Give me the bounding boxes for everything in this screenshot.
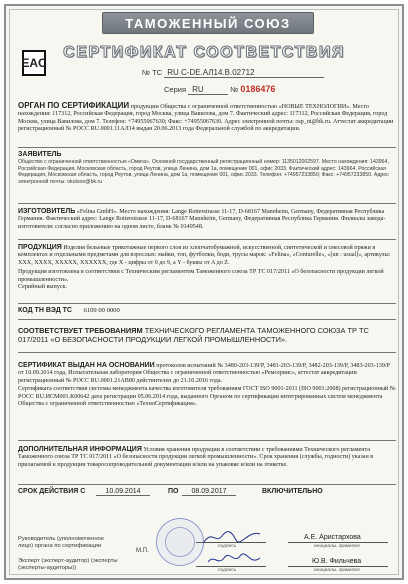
customs-union-banner: ТАМОЖЕННЫЙ СОЮЗ xyxy=(102,12,314,34)
expert-name: Ю.В. Фильчева xyxy=(312,558,362,565)
expert-name-line xyxy=(288,566,388,567)
manufacturer-text: «Felina GmbH». Место нахождения: Lange Rotterstrasse 11-17, D-68167 Mannheim, Germany, Федеративная Республика Германия. Фактический адрес: Lange Rotterstrasse 11-17, D-68167 Mannheim, Germany, Федеративная Республика Германия. Филиалы завода-изготовителя: согласно приложению на одном листе, бланк № 0149548. xyxy=(18,209,386,230)
applicant-text: Общество с ограниченной ответственностью «Омега». Основной государственный регистрационный номер: 1135012002597. Место нахождения: 143964, Российская Федерация, Московская область, город Реутов, улица Ленина, дом 1а, помещение 001, офис 2033. Фактический адрес: 143964, Российская Федерация, Московская область, город Реутов, улица Ленина, дом 1а, помещение 001, офис 2033. Телефон: +74957233850; Факс: +74957233850. Адрес электронной почты: okutsoo@bk.ru xyxy=(18,159,389,185)
tnved-value: 6109 00 0000 xyxy=(83,307,120,314)
divider xyxy=(18,147,396,148)
certification-body-section xyxy=(18,102,396,134)
validity-inclusive: ВКЛЮЧИТЕЛЬНО xyxy=(262,488,323,495)
head-signature-caption: подпись xyxy=(218,544,237,549)
standard-section xyxy=(18,326,396,344)
manufacturer-section xyxy=(18,208,396,231)
divider xyxy=(18,484,396,485)
manufacturer-label: ИЗГОТОВИТЕЛЬ xyxy=(18,208,76,215)
extra-info-section xyxy=(18,446,396,469)
divider xyxy=(18,239,396,240)
divider xyxy=(18,203,396,204)
divider xyxy=(18,319,396,320)
series-value: RU xyxy=(188,85,228,95)
expert-name-caption: инициалы, фамилия xyxy=(314,568,360,573)
validity-from-label: СРОК ДЕЙСТВИЯ С xyxy=(18,488,86,495)
signature-block xyxy=(18,514,396,578)
head-signatory-label: Руководитель (уполномоченное лицо) органа по сертификации xyxy=(18,536,105,549)
series-label: Серия xyxy=(164,85,187,94)
product-label: ПРОДУКЦИЯ xyxy=(18,244,62,251)
head-name-caption: инициалы, фамилия xyxy=(314,544,360,549)
seal-mark: М.П. xyxy=(136,548,149,554)
divider xyxy=(18,440,396,441)
validity-from-date: 10.09.2014 xyxy=(96,488,150,496)
standard-text: ТЕХНИЧЕСКОГО РЕГЛАМЕНТА ТАМОЖЕННОГО СОЮЗА ТР ТС 017/2011 «О БЕЗОПАСНОСТИ ПРОДУКЦИИ ЛЕГКОЙ ПРОМЫШЛЕННОСТИ». xyxy=(18,326,369,344)
certification-body-text: продукции Общества с ограниченной ответственностью «НОВЫЕ ТЕХНОЛОГИИ». Место нахождения: 117312, Российская Федерация, город Москва, улица Вавилова, дом 7. Фактический адрес: 117312, Российская Федерация, город Москва, улица Вавилова, дом 7. Телефон: +74955067630; Факс: +74955067630. Адрес электронной почты: osp_nt@bk.ru. Аттестат аккредитации регистрационный № РОСС RU.0001.11АЛ14 выдан 20.06.2013 года Федеральной службой по аккредитации. xyxy=(18,104,394,133)
expert-signature-scribble xyxy=(206,552,262,568)
basis-text: протоколов испытаний № 3480-203-139/Р, 3481-203-139/Р, 3482-203-139/Р, 3483-203-139/Р от 10.09.2014 года, Испытательная лаборатория Общества с ограниченной ответственностью «Ремсервис», аттестат аккредитации регистрационный № РОСС RU.0001.21АВ80 действителен до 21.10.2016 года. xyxy=(18,363,390,384)
standard-label: СООТВЕТСТВУЕТ ТРЕБОВАНИЯМ xyxy=(18,326,143,335)
basis-label: СЕРТИФИКАТ ВЫДАН НА ОСНОВАНИИ xyxy=(18,362,155,369)
cert-number-line xyxy=(142,68,324,78)
official-seal-stamp xyxy=(156,518,204,566)
cert-number-value: RU C-DE.АЛ14.В.02712 xyxy=(164,68,324,78)
divider xyxy=(18,352,396,353)
head-signatory-name: А.Е. Аристархова xyxy=(304,534,361,541)
certificate-title: СЕРТИФИКАТ СООТВЕТСТВИЯ xyxy=(63,44,345,61)
tnved-section xyxy=(18,307,396,315)
basis-text-qms: Сертификата соответствия системы менеджмента качества изготовителя требованиям ГОСТ ISO 9001-2011 (ISO 9001:2008) регистрационный № РОСС RU.ИСМ001.К00642 дата регистрации 05.06.2014 года, выданного Органом по сертификации интегрированных систем менеджмента Общества с ограниченной ответственностью «ТехноСертификация». xyxy=(18,386,396,408)
certificate-sheet xyxy=(4,4,404,580)
tnved-label: КОД ТН ВЭД ТС xyxy=(18,307,72,314)
cert-number-label: № ТС xyxy=(142,68,163,77)
divider xyxy=(18,303,396,304)
series-line xyxy=(164,84,275,95)
product-text-serial: Серийный выпуск. xyxy=(18,284,68,291)
validity-to-label: ПО xyxy=(168,488,179,495)
certification-body-label: ОРГАН ПО СЕРТИФИКАЦИИ xyxy=(18,101,130,110)
head-name-line xyxy=(288,542,388,543)
product-text: Изделия бельевые трикотажные первого слоя из хлопчатобумажной, искусственной, синтетической и смесовой пряжи в комплектах и отдельными предметами для взрослых: майки, топ, футболки, боди, трусы марок: «Felina», «Conturelle», «[un : usual]», артикулы: XXX, XXXX, XXXXX, XXXXXX, где X - цифры от 0 до 9, а Y - буквы от A до Z. xyxy=(18,245,391,266)
applicant-label: ЗАЯВИТЕЛЬ xyxy=(18,151,62,158)
applicant-section xyxy=(18,151,396,185)
head-signature-scribble xyxy=(202,528,262,546)
extra-info-text: Условия хранения продукции в соответствии с требованиями Технического регламента Таможенного союза ТР ТС 017/2011 «О безопасности продукции легкой промышленности». Срок хранения (службы, годности) указан в прилагаемой к продукции товаросопроводительной документации и/или на упаковке и/или на этикетке. xyxy=(18,447,374,468)
expert-label: Эксперт (эксперт-аудитор) (эксперты (эксперты-аудиторы)) xyxy=(18,558,118,571)
expert-signature-caption: подпись xyxy=(218,568,237,573)
series-no-value: 0186476 xyxy=(240,84,276,94)
basis-section xyxy=(18,362,396,408)
series-no-label: № xyxy=(230,85,239,94)
eac-logo: EAC xyxy=(22,50,46,76)
validity-to-date: 08.09.2017 xyxy=(182,488,236,496)
product-section xyxy=(18,244,396,291)
product-text-standard: Продукция изготовлена в соответствии с Техническим регламентом Таможенного союза ТР ТС 017/2011 «О безопасности продукции легкой промышленности». xyxy=(18,269,384,283)
extra-info-label: ДОПОЛНИТЕЛЬНАЯ ИНФОРМАЦИЯ xyxy=(18,446,142,453)
